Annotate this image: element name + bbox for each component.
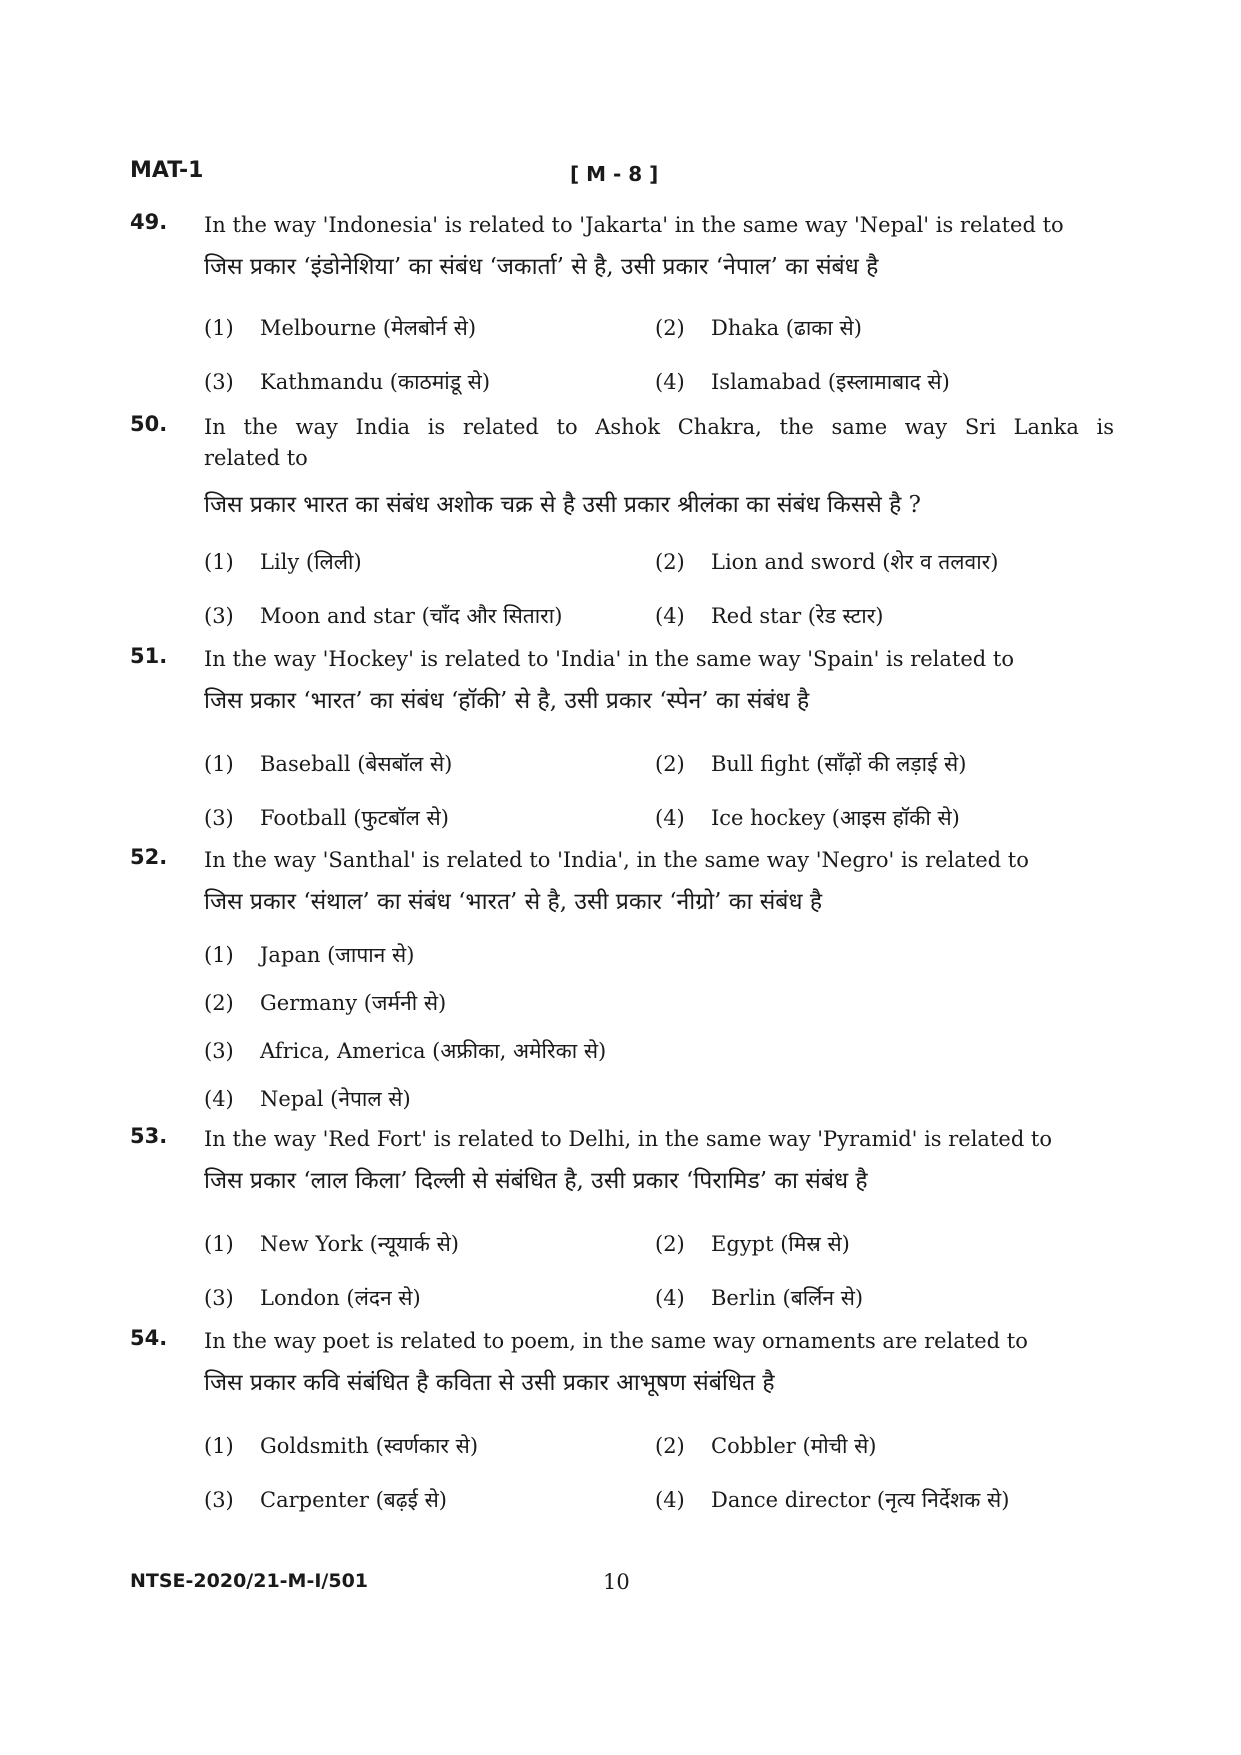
question-number: 52. xyxy=(130,845,168,869)
option-4[interactable]: (4) Ice hockey (आइस हॉकी से) xyxy=(655,806,960,830)
option-3[interactable]: (3) London (लंदन से) xyxy=(204,1286,421,1310)
page-number: 10 xyxy=(603,1570,630,1594)
option-1[interactable]: (1) Lily (लिली) xyxy=(204,550,362,574)
exam-code: NTSE-2020/21-M-I/501 xyxy=(130,1570,369,1592)
option-2[interactable]: (2) Cobbler (मोची से) xyxy=(655,1434,877,1458)
option-1[interactable]: (1) New York (न्यूयार्क से) xyxy=(204,1232,459,1256)
option-2[interactable]: (2) Dhaka (ढाका से) xyxy=(655,316,862,340)
question-text-en-cont: related to xyxy=(204,446,308,470)
option-3[interactable]: (3) Carpenter (बढ़ई से) xyxy=(204,1488,447,1512)
question-text-hi: जिस प्रकार भारत का संबंध अशोक चक्र से है उसी प्रकार श्रीलंका का संबंध किससे है ? xyxy=(204,492,922,518)
question-text-en: In the way 'Indonesia' is related to 'Jakarta' in the same way 'Nepal' is related to xyxy=(204,213,1064,237)
option-4[interactable]: (4) Nepal (नेपाल से) xyxy=(204,1087,411,1111)
question-text-hi: जिस प्रकार ‘लाल किला’ दिल्ली से संबंधित है, उसी प्रकार ‘पिरामिड’ का संबंध है xyxy=(204,1168,868,1194)
option-1[interactable]: (1) Melbourne (मेलबोर्न से) xyxy=(204,316,477,340)
option-3[interactable]: (3) Football (फुटबॉल से) xyxy=(204,806,449,830)
question-text-hi: जिस प्रकार ‘भारत’ का संबंध ‘हॉकी’ से है, उसी प्रकार ‘स्पेन’ का संबंध है xyxy=(204,688,810,714)
question-number: 51. xyxy=(130,644,168,668)
question-text-en: In the way 'Red Fort' is related to Delhi, in the same way 'Pyramid' is related to xyxy=(204,1127,1053,1151)
option-4[interactable]: (4) Islamabad (इस्लामाबाद से) xyxy=(655,370,950,394)
question-number: 54. xyxy=(130,1326,168,1350)
page-marker: [ M - 8 ] xyxy=(570,162,659,186)
option-1[interactable]: (1) Japan (जापान से) xyxy=(204,943,415,967)
question-text-en: In the way poet is related to poem, in the same way ornaments are related to xyxy=(204,1329,1028,1353)
question-text-en: In the way 'Hockey' is related to 'India' in the same way 'Spain' is related to xyxy=(204,647,1014,671)
question-text-en: In the way 'Santhal' is related to 'India', in the same way 'Negro' is related to xyxy=(204,848,1029,872)
option-1[interactable]: (1) Baseball (बेसबॉल से) xyxy=(204,752,453,776)
option-1[interactable]: (1) Goldsmith (स्वर्णकार से) xyxy=(204,1434,479,1458)
paper-code: MAT-1 xyxy=(130,158,204,183)
question-number: 50. xyxy=(130,412,168,436)
option-2[interactable]: (2) Bull fight (साँढ़ों की लड़ाई से) xyxy=(655,752,967,776)
option-4[interactable]: (4) Red star (रेड स्टार) xyxy=(655,604,884,628)
question-text-hi: जिस प्रकार कवि संबंधित है कविता से उसी प्रकार आभूषण संबंधित है xyxy=(204,1370,775,1396)
option-2[interactable]: (2) Egypt (मिस्र से) xyxy=(655,1232,850,1256)
question-number: 49. xyxy=(130,210,168,234)
option-2[interactable]: (2) Germany (जर्मनी से) xyxy=(204,991,447,1015)
question-text-en: In the way India is related to Ashok Chakra, the same way Sri Lanka is xyxy=(204,415,1114,439)
question-text-hi: जिस प्रकार ‘इंडोनेशिया’ का संबंध ‘जकार्ता’ से है, उसी प्रकार ‘नेपाल’ का संबंध है xyxy=(204,254,879,280)
option-3[interactable]: (3) Moon and star (चाँद और सितारा) xyxy=(204,604,563,628)
option-3[interactable]: (3) Kathmandu (काठमांडू से) xyxy=(204,370,491,394)
option-4[interactable]: (4) Berlin (बर्लिन से) xyxy=(655,1286,864,1310)
option-4[interactable]: (4) Dance director (नृत्य निर्देशक से) xyxy=(655,1488,1010,1512)
question-number: 53. xyxy=(130,1124,168,1148)
option-3[interactable]: (3) Africa, America (अफ्रीका, अमेरिका से) xyxy=(204,1039,607,1063)
option-2[interactable]: (2) Lion and sword (शेर व तलवार) xyxy=(655,550,999,574)
question-text-hi: जिस प्रकार ‘संथाल’ का संबंध ‘भारत’ से है, उसी प्रकार ‘नीग्रो’ का संबंध है xyxy=(204,889,823,915)
